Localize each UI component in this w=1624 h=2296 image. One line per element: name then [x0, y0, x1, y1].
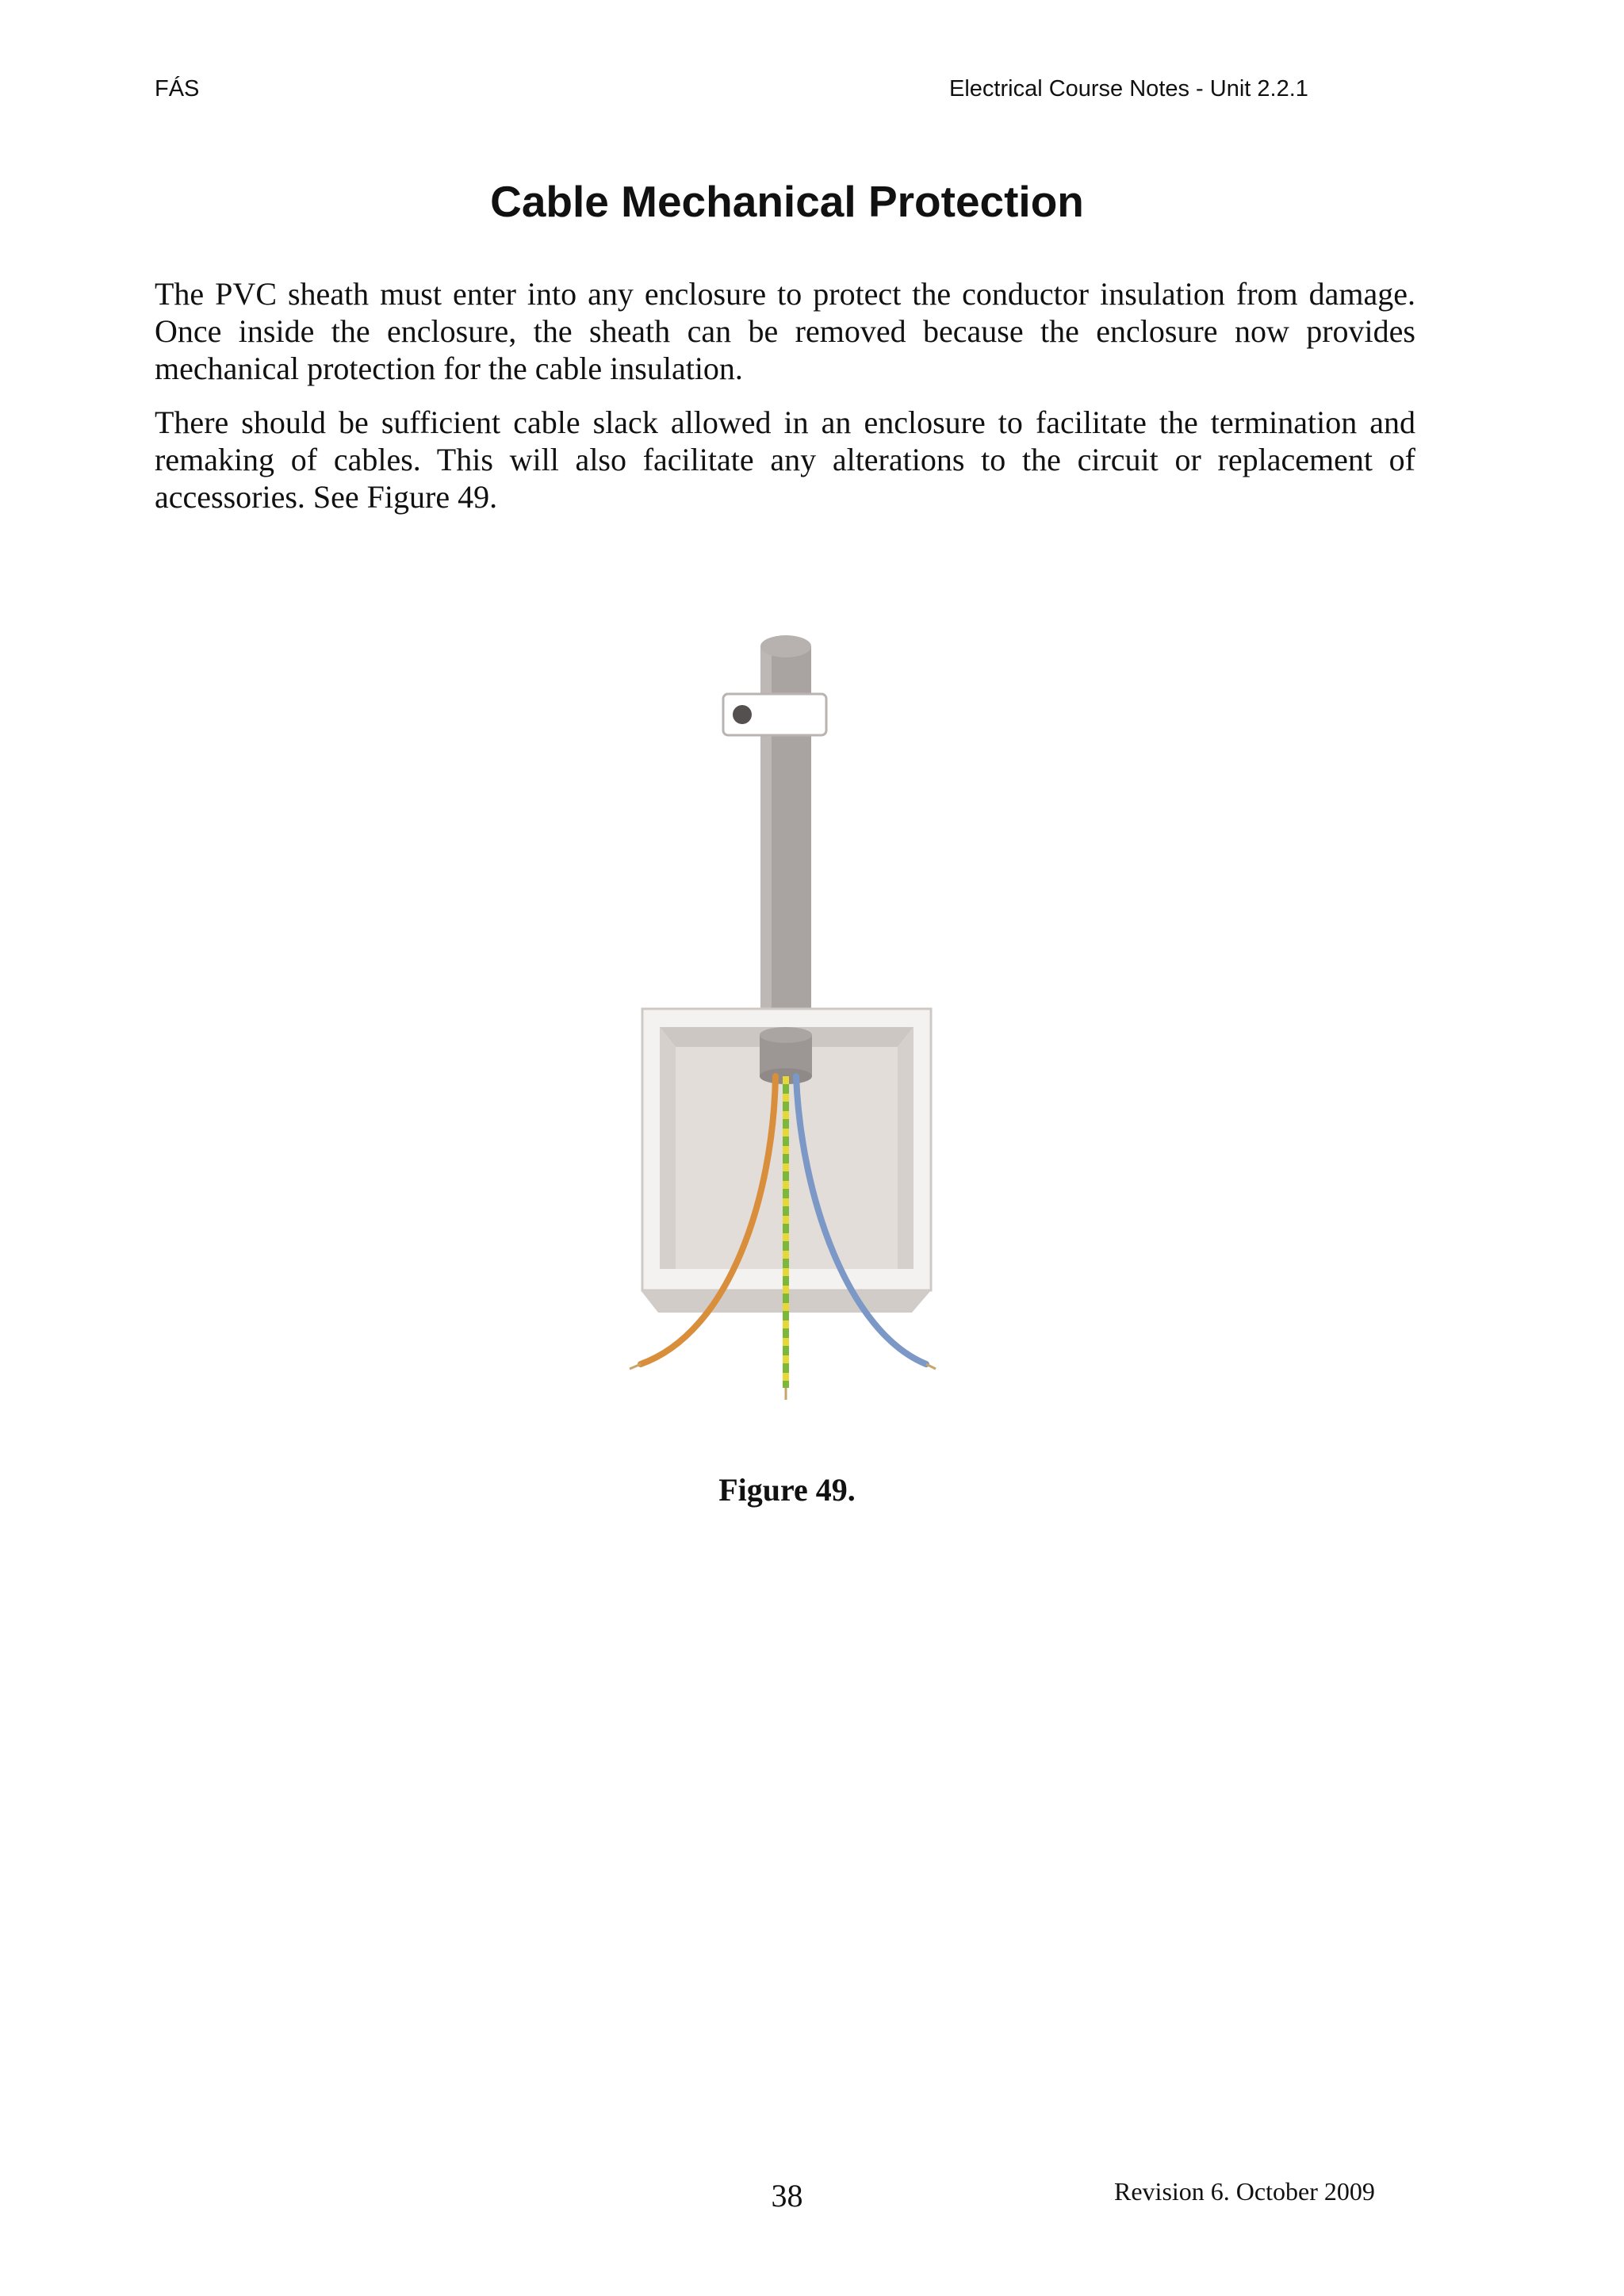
cable-entry-gland [760, 1027, 812, 1084]
paragraph-slack: There should be sufficient cable slack allowed in an enclosure to facilitate the termination and remaking of cables. This will also facilitate any alterations to the circuit or replacement of accessories. See Figure 49. [155, 404, 1415, 515]
header-left: FÁS [155, 76, 200, 102]
paragraph-sheath: The PVC sheath must enter into any enclosure to protect the conductor insulation from damage. Once inside the enclosure, the sheath can be removed because the enclosure now provides mechanical protection for the cable insulation. [155, 276, 1415, 386]
page-number: 38 [771, 2178, 803, 2214]
page-title: Cable Mechanical Protection [490, 177, 1084, 226]
saddle-clip [723, 694, 826, 735]
enclosure-illustration [603, 627, 967, 1420]
revision-note: Revision 6. October 2009 [1114, 2177, 1375, 2206]
figure-caption: Figure 49. [718, 1472, 856, 1508]
header-right: Electrical Course Notes - Unit 2.2.1 [949, 76, 1308, 102]
screw-icon [733, 705, 752, 724]
